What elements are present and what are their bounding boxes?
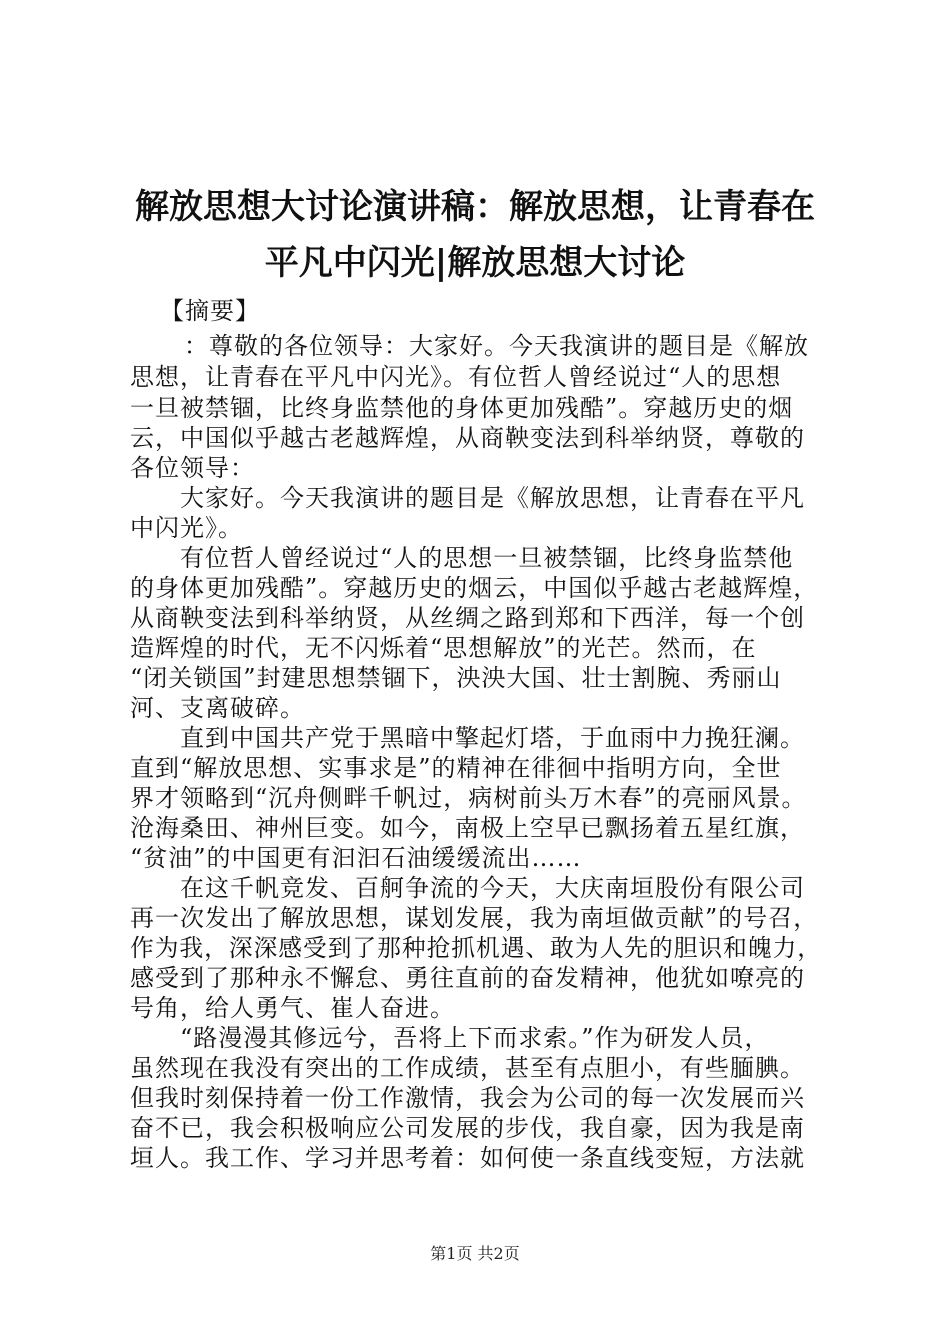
body-line: 界才领略到“沉舟侧畔千帆过，病树前头万木春”的亮丽风景。 [130,784,807,812]
body-line: 从商鞅变法到科举纳贤，从丝绸之路到郑和下西洋，每一个创 [130,604,805,632]
body-line: 沧海桑田、神州巨变。如今，南极上空早已飘扬着五星红旗， [130,814,805,842]
body-line: 垣人。我工作、学习并思考着：如何使一条直线变短，方法就 [130,1144,805,1172]
body-line: 号角，给人勇气、崔人奋进。 [130,994,455,1022]
document-title-line-2: 平凡中闪光|解放思想大讨论 [264,243,686,283]
body-line: 在这千帆竞发、百舸争流的今天，大庆南垣股份有限公司 [180,874,805,902]
body-line: 有位哲人曾经说过“人的思想一旦被禁锢，比终身监禁他 [180,544,794,572]
body-line: 云，中国似乎越古老越辉煌，从商鞅变法到科举纳贤，尊敬的 [130,424,805,452]
document-title-line-1: 解放思想大讨论演讲稿：解放思想，让青春在 [135,187,815,227]
body-line: ：尊敬的各位领导：大家好。今天我演讲的题目是《解放 [184,332,809,360]
body-line: 的身体更加残酷”。穿越历史的烟云，中国似乎越古老越辉煌， [130,574,819,602]
abstract-label: 【摘要】 [160,297,260,325]
body-line: “贫油”的中国更有汩汩石油缓缓流出…… [130,844,582,872]
body-line: 一旦被禁锢，比终身监禁他的身体更加残酷”。穿越历史的烟 [130,394,794,422]
body-line: 大家好。今天我演讲的题目是《解放思想，让青春在平凡 [180,484,805,512]
body-line: 直到中国共产党于黑暗中擎起灯塔，于血雨中力挽狂澜。 [180,724,805,752]
body-line: 各位领导： [130,454,255,482]
body-line: 直到“解放思想、实事求是”的精神在徘徊中指明方向，全世 [130,754,782,782]
body-line: 但我时刻保持着一份工作激情，我会为公司的每一次发展而兴 [130,1084,805,1112]
body-line: 奋不已，我会积极响应公司发展的步伐，我自豪，因为我是南 [130,1114,805,1142]
page-footer: 第1页 共2页 [430,1244,520,1263]
body-line: 中闪光》。 [130,514,243,542]
body-line: 思想，让青春在平凡中闪光》。有位哲人曾经说过“人的思想 [130,363,782,391]
body-line: 造辉煌的时代，无不闪烁着“思想解放”的光芒。然而，在 [130,634,757,662]
body-line: 再一次发出了解放思想，谋划发展，我为南垣做贡献”的号召， [130,904,819,932]
body-line: “路漫漫其修远兮，吾将上下而求索。”作为研发人员， [180,1024,770,1052]
body-line: 感受到了那种永不懈怠、勇往直前的奋发精神，他犹如嘹亮的 [130,964,805,992]
body-line: “闭关锁国”封建思想禁锢下，泱泱大国、壮士割腕、秀丽山 [130,664,782,692]
body-line: 河、支离破碎。 [130,694,305,722]
body-line: 作为我，深深感受到了那种抢抓机遇、敢为人先的胆识和魄力， [130,934,822,962]
body-line: 虽然现在我没有突出的工作成绩，甚至有点胆小，有些腼腆。 [130,1054,805,1082]
